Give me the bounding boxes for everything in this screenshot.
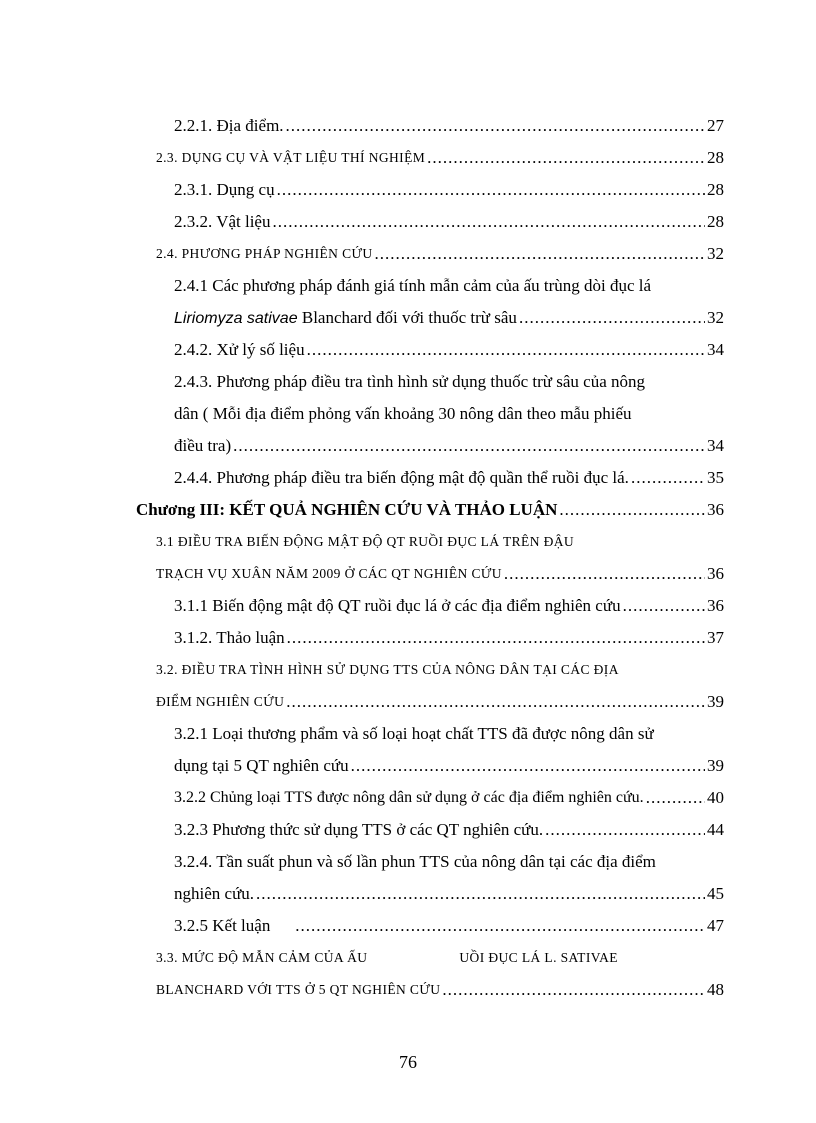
- toc-leader-dots: [519, 308, 705, 328]
- toc-entry-title: 3.2.4. Tần suất phun và số lần phun TTS của nông dân tại các địa điểm: [174, 852, 656, 871]
- toc-entry-line: [0, 654, 816, 686]
- toc-entry-page: 35: [707, 468, 724, 487]
- toc-leader-dots: [623, 596, 705, 616]
- toc-entry[interactable]: [0, 558, 816, 590]
- toc-entry-page: 47: [707, 916, 724, 935]
- toc-entry-title: điều tra): [174, 436, 232, 455]
- toc-entry[interactable]: [0, 590, 816, 622]
- toc-entry-title: 2.4.4. Phương pháp điều tra biến động mật độ quần thể ruồi đục lá.: [174, 468, 629, 487]
- toc-entry[interactable]: [0, 782, 816, 814]
- toc-leader-dots: [256, 884, 705, 904]
- toc-entry-page: 28: [707, 212, 724, 231]
- toc-entry-line: [0, 366, 816, 398]
- toc-leader-dots: [442, 980, 705, 1000]
- toc-entry-page: 40: [707, 788, 724, 807]
- toc-entry[interactable]: [0, 430, 816, 462]
- toc-entry-title: 2.3.2. Vật liệu: [174, 212, 271, 231]
- toc-entry[interactable]: [0, 974, 816, 1006]
- page-number: 76: [399, 1052, 417, 1072]
- toc-leader-dots: [272, 212, 705, 232]
- toc-entry[interactable]: [0, 110, 816, 142]
- toc-entry-title: 2.4.1 Các phương pháp đánh giá tính mẫn cảm của ấu trùng dòi đục lá: [174, 276, 652, 295]
- toc-entry-title: TRẠCH VỤ XUÂN NĂM 2009 Ở CÁC QT NGHIÊN CỨU: [156, 566, 502, 581]
- toc-entry-title: 3.2.3 Phương thức sử dụng TTS ở các QT nghiên cứu.: [174, 820, 544, 839]
- toc-entry[interactable]: [0, 238, 816, 270]
- toc-entry[interactable]: [0, 206, 816, 238]
- toc-entry[interactable]: [0, 142, 816, 174]
- toc-entry-title: 2.4.3. Phương pháp điều tra tình hình sử dụng thuốc trừ sâu của nông: [174, 372, 646, 391]
- toc-entry-page: 39: [707, 756, 724, 775]
- toc-entry-page: 37: [707, 628, 724, 647]
- toc-entry-title: dân ( Mỗi địa điểm phỏng vấn khoảng 30 nông dân theo mẫu phiếu: [174, 404, 632, 423]
- toc-entry[interactable]: [0, 302, 816, 334]
- toc-entry-page: 48: [707, 980, 724, 999]
- toc-entry-title: 2.3.1. Dụng cụ: [174, 180, 275, 199]
- toc-entry-line: [0, 398, 816, 430]
- toc-leader-dots: [375, 244, 705, 264]
- toc-leader-dots: [545, 820, 705, 840]
- toc-entry-page: 36: [707, 564, 724, 583]
- toc-entry-page: 44: [707, 820, 724, 839]
- toc-leader-dots: [287, 628, 705, 648]
- toc-entry-title: 2.4.2. Xử lý số liệu: [174, 340, 305, 359]
- toc-entry-title-cont: UỒI ĐỤC LÁ L. SATIVAE: [459, 950, 618, 965]
- toc-entry-title: 3.1.1 Biến động mật độ QT ruồi đục lá ở các địa điểm nghiên cứu: [174, 596, 621, 615]
- toc-entry[interactable]: [0, 174, 816, 206]
- toc-entry-page: 36: [707, 596, 724, 615]
- toc-leader-dots: [559, 500, 705, 520]
- toc-chapter-title: Chương III: KẾT QUẢ NGHIÊN CỨU VÀ THẢO LUẬN: [136, 500, 558, 519]
- toc-entry-page: 32: [707, 244, 724, 263]
- toc-entry[interactable]: [0, 750, 816, 782]
- toc-leader-dots: [427, 148, 705, 168]
- toc-leader-dots: [307, 340, 705, 360]
- toc-entry-title: 3.1 ĐIỀU TRA BIẾN ĐỘNG MẬT ĐỘ QT RUỒI ĐỤC LÁ TRÊN ĐẬU: [156, 534, 575, 549]
- toc-leader-dots: [646, 788, 705, 808]
- toc-entry-title: 3.2.5 Kết luận: [174, 916, 271, 935]
- toc-entry-title: 3.2.2 Chủng loại TTS được nông dân sử dụng ở các địa điểm nghiên cứu.: [174, 789, 644, 806]
- toc-entry-line: [0, 526, 816, 558]
- toc-entry-line: [0, 270, 816, 302]
- toc-entry-title: 2.4. PHƯƠNG PHÁP NGHIÊN CỨU: [156, 246, 373, 261]
- toc-entry-page: 34: [707, 436, 724, 455]
- toc-entry-title: 3.2.1 Loại thương phẩm và số loại hoạt chất TTS đã được nông dân sử: [174, 724, 654, 743]
- toc-leader-dots: [286, 692, 705, 712]
- toc-entry-title: [174, 308, 517, 328]
- toc-entry[interactable]: [0, 462, 816, 494]
- toc-entry[interactable]: [0, 878, 816, 910]
- toc-entry-line: [0, 846, 816, 878]
- toc-leader-dots: [504, 564, 705, 584]
- toc-entry[interactable]: [0, 814, 816, 846]
- toc-entry-page: 39: [707, 692, 724, 711]
- toc-leader-dots: [295, 916, 705, 936]
- toc-chapter-entry[interactable]: [0, 494, 816, 526]
- toc-entry-page: 28: [707, 180, 724, 199]
- toc-entry-title: nghiên cứu.: [174, 884, 255, 903]
- toc-leader-dots: [631, 468, 705, 488]
- toc-entry-page: 32: [707, 308, 724, 327]
- toc-entry-page: 34: [707, 340, 724, 359]
- toc-entry-title: 3.2. ĐIỀU TRA TÌNH HÌNH SỬ DỤNG TTS CỦA NÔNG DÂN TẠI CÁC ĐỊA: [156, 662, 619, 677]
- table-of-contents: [0, 110, 816, 1006]
- toc-entry[interactable]: [0, 334, 816, 366]
- species-name: Liriomyza sativae: [174, 310, 298, 327]
- toc-entry-title: 3.3. MỨC ĐỘ MẪN CẢM CỦA ẤU: [156, 950, 368, 965]
- toc-entry-page: 28: [707, 148, 724, 167]
- toc-entry[interactable]: [0, 622, 816, 654]
- toc-leader-dots: [351, 756, 705, 776]
- toc-entry-page: 27: [707, 116, 724, 135]
- toc-entry-title: 2.3. DỤNG CỤ VÀ VẬT LIỆU THÍ NGHIỆM: [156, 150, 426, 165]
- toc-leader-dots: [286, 116, 705, 136]
- toc-entry[interactable]: [0, 910, 816, 942]
- toc-entry-title-rest: Blanchard đối với thuốc trừ sâu: [297, 308, 517, 327]
- toc-leader-dots: [277, 180, 705, 200]
- toc-entry-title: ĐIỂM NGHIÊN CỨU: [156, 694, 285, 709]
- toc-entry-line: [0, 942, 816, 974]
- toc-entry-page: 45: [707, 884, 724, 903]
- toc-entry-line: [0, 718, 816, 750]
- toc-entry[interactable]: [0, 686, 816, 718]
- toc-entry-title: 2.2.1. Địa điểm.: [174, 116, 284, 135]
- toc-entry-page: 36: [707, 500, 724, 519]
- toc-entry-title: BLANCHARD VỚI TTS Ở 5 QT NGHIÊN CỨU: [156, 982, 441, 997]
- toc-leader-dots: [233, 436, 705, 456]
- toc-entry-title: 3.1.2. Thảo luận: [174, 628, 285, 647]
- toc-entry-title: dụng tại 5 QT nghiên cứu: [174, 756, 349, 775]
